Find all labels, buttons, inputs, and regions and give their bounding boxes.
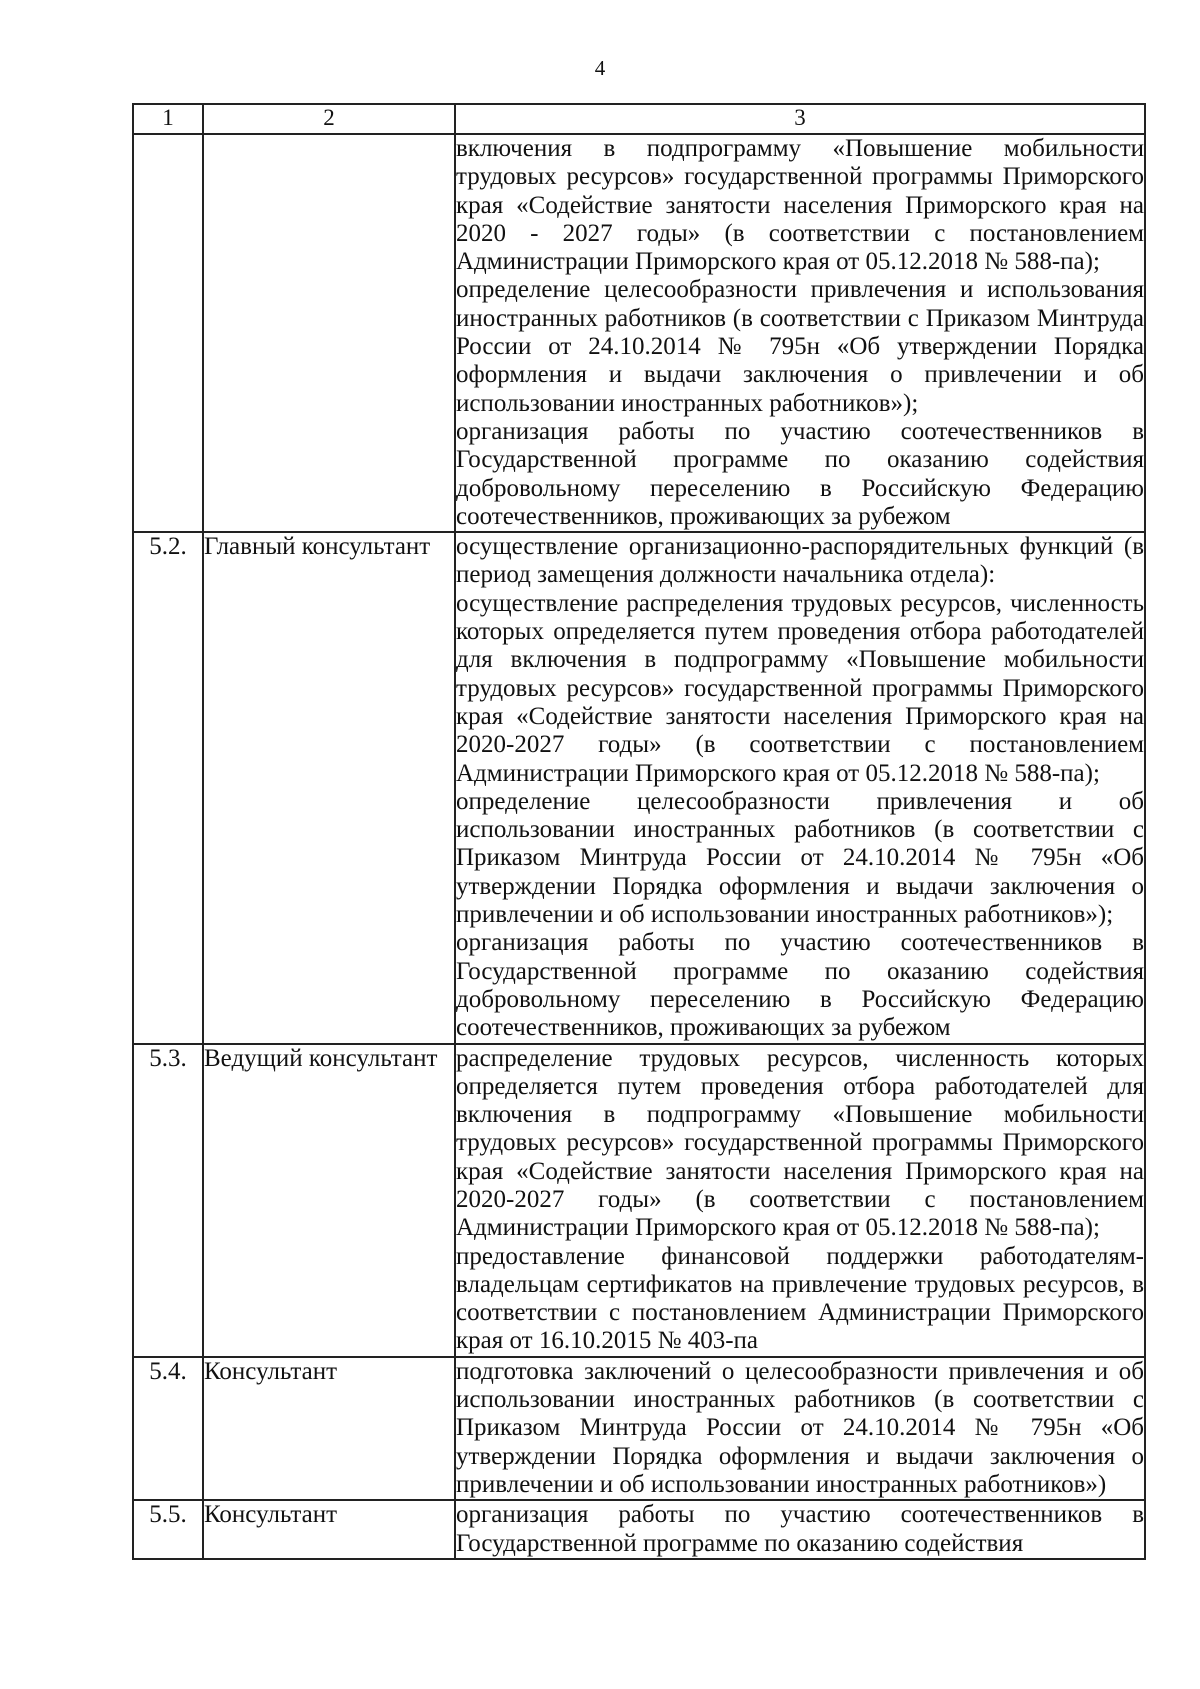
duty-paragraph: распределение трудовых ресурсов, численность которых определяется путем проведения отбора работодателей для включения в подпрограмму «Повышение мобильности трудовых ресурсов» государственной программы Приморского края «Содействие занятости населения Приморского края на 2020-2027 годы» (в соответствии с постановлением Администрации Приморского края от 05.12.2018 № 588-па); <box>456 1044 1144 1242</box>
table-row <box>133 1500 1145 1559</box>
row-number <box>133 134 203 532</box>
duty-paragraph: предоставление финансовой поддержки работодателям-владельцам сертификатов на привлечение трудовых ресурсов, в соответствии с постановлением Администрации Приморского края от 16.10.2015 № 403-па <box>456 1242 1144 1355</box>
duty-paragraph: включения в подпрограмму «Повышение мобильности трудовых ресурсов» государственной программы Приморского края «Содействие занятости населения Приморского края на 2020 - 2027 годы» (в соответствии с постановлением Администрации Приморского края от 05.12.2018 № 588-па); <box>456 135 1144 276</box>
table-header-row <box>133 104 1145 134</box>
duties-cell <box>455 1500 1145 1559</box>
page-number: 4 <box>594 56 606 80</box>
duty-paragraph: осуществление организационно-распорядительных функций (в период замещения должности начальника отдела): <box>456 533 1144 589</box>
duty-paragraph: организация работы по участию соотечественников в Государственной программе по оказанию содействия добровольному переселению в Российскую Федерацию соотечественников, проживающих за рубежом <box>456 417 1144 530</box>
column-header-number: 1 <box>133 104 203 134</box>
position-title: Консультант <box>203 1357 455 1500</box>
position-title: Главный консультант <box>203 532 455 1043</box>
duty-paragraph: организация работы по участию соотечественников в Государственной программе по оказанию содействия <box>456 1501 1144 1557</box>
duty-paragraph: организация работы по участию соотечественников в Государственной программе по оказанию содействия добровольному переселению в Российскую Федерацию соотечественников, проживающих за рубежом <box>456 929 1144 1042</box>
row-number: 5.5. <box>133 1500 203 1559</box>
table-row <box>133 1357 1145 1500</box>
position-title: Консультант <box>203 1500 455 1559</box>
duty-paragraph: определение целесообразности привлечения и об использовании иностранных работников (в соответствии с Приказом Минтруда России от 24.10.2014 № 795н «Об утверждении Порядка оформления и выдачи заключения о привлечении и об использовании иностранных работников»); <box>456 787 1144 929</box>
duty-paragraph: осуществление распределения трудовых ресурсов, численность которых определяется путем проведения отбора работодателей для включения в подпрограмму «Повышение мобильности трудовых ресурсов» государственной программы Приморского края «Содействие занятости населения Приморского края на 2020-2027 годы» (в соответствии с постановлением Администрации Приморского края от 05.12.2018 № 588-па); <box>456 589 1144 787</box>
position-title: Ведущий консультант <box>203 1044 455 1357</box>
table-row <box>133 532 1145 1043</box>
table-row <box>133 1044 1145 1357</box>
duties-cell <box>455 532 1145 1043</box>
duties-table <box>132 103 1146 1560</box>
row-number: 5.2. <box>133 532 203 1043</box>
table-row <box>133 134 1145 532</box>
duties-cell <box>455 134 1145 532</box>
position-title <box>203 134 455 532</box>
row-number: 5.4. <box>133 1357 203 1500</box>
column-header-position: 2 <box>203 104 455 134</box>
duty-paragraph: определение целесообразности привлечения и использования иностранных работников (в соответствии с Приказом Минтруда России от 24.10.2014 № 795н «Об утверждении Порядка оформления и выдачи заключения о привлечении и об использовании иностранных работников»); <box>456 276 1144 417</box>
duty-paragraph: подготовка заключений о целесообразности привлечения и об использовании иностранных работников (в соответствии с Приказом Минтруда России от 24.10.2014 № 795н «Об утверждении Порядка оформления и выдачи заключения о привлечении и об использовании иностранных работников») <box>456 1357 1144 1498</box>
duties-cell <box>455 1357 1145 1500</box>
column-header-duties: 3 <box>455 104 1145 134</box>
duties-cell <box>455 1044 1145 1357</box>
row-number: 5.3. <box>133 1044 203 1357</box>
